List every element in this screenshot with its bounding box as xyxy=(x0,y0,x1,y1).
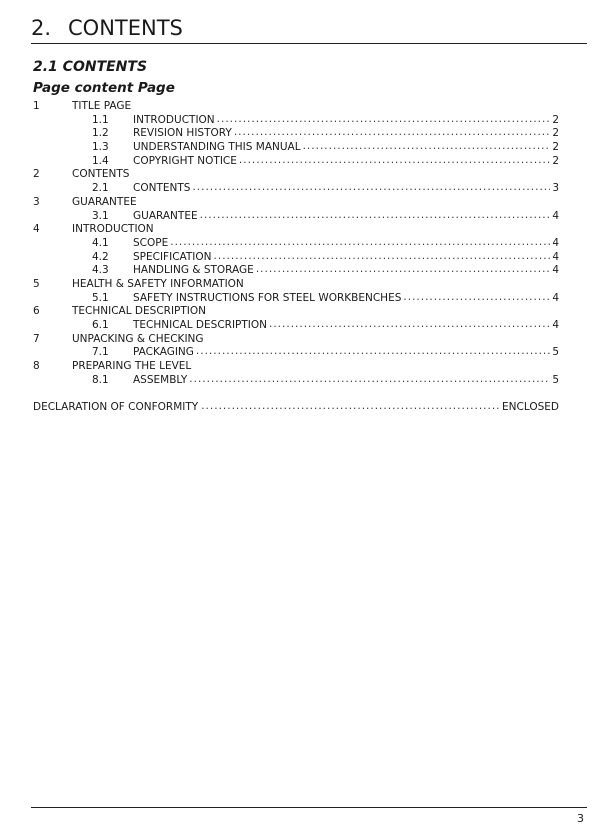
entry-page: 4 xyxy=(552,250,559,263)
dot-leader xyxy=(256,263,551,277)
entry-title: SPECIFICATION xyxy=(133,250,212,263)
entry-number: 1.4 xyxy=(92,154,109,167)
section-number: 2 xyxy=(33,168,40,181)
toc-entry[interactable] xyxy=(33,251,559,265)
entry-number: 4.1 xyxy=(92,236,109,249)
toc-entry[interactable] xyxy=(33,127,559,141)
entry-title: CONTENTS xyxy=(133,182,191,195)
dot-leader xyxy=(269,318,550,332)
dot-leader xyxy=(189,373,550,387)
toc-section[interactable] xyxy=(33,305,559,319)
entry-title: TECHNICAL DESCRIPTION xyxy=(133,319,267,331)
toc-entry[interactable] xyxy=(33,155,559,169)
declaration-title: DECLARATION OF CONFORMITY xyxy=(33,401,199,413)
entry-page: 2 xyxy=(552,154,559,167)
entry-number: 1.1 xyxy=(92,113,109,126)
dot-leader xyxy=(217,113,551,127)
entry-page: 2 xyxy=(552,113,559,126)
section-number: 5 xyxy=(33,277,40,290)
toc-entry[interactable] xyxy=(33,346,559,360)
dot-leader xyxy=(170,236,550,250)
table-of-contents xyxy=(33,100,559,387)
entry-number: 8.1 xyxy=(92,373,109,386)
dot-leader xyxy=(403,291,550,305)
toc-section[interactable] xyxy=(33,168,559,182)
entry-page: 4 xyxy=(552,291,559,304)
entry-title: GUARANTEE xyxy=(133,209,198,222)
dot-leader xyxy=(201,399,499,413)
toc-section[interactable] xyxy=(33,196,559,210)
entry-page: 5 xyxy=(552,346,559,359)
entry-number: 4.3 xyxy=(92,264,109,277)
dot-leader xyxy=(192,181,550,195)
entry-page: 4 xyxy=(552,319,559,331)
dot-leader xyxy=(196,345,550,359)
section-number: 1 xyxy=(33,100,40,112)
entry-title: REVISION HISTORY xyxy=(133,127,232,140)
section-number: 7 xyxy=(33,332,40,345)
entry-page: 3 xyxy=(552,182,559,195)
dot-leader xyxy=(234,126,551,140)
subsection-heading: 2.1 CONTENTS xyxy=(33,59,148,75)
toc-entry[interactable] xyxy=(33,292,559,306)
toc-section[interactable] xyxy=(33,333,559,347)
entry-title: PACKAGING xyxy=(133,346,194,359)
toc-entry[interactable] xyxy=(33,182,559,196)
entry-number: 7.1 xyxy=(92,346,109,359)
entry-number: 1.3 xyxy=(92,141,109,154)
toc-section[interactable] xyxy=(33,278,559,292)
dot-leader xyxy=(200,209,551,223)
section-title: CONTENTS xyxy=(72,168,130,181)
entry-page: 2 xyxy=(552,127,559,140)
section-number: 3 xyxy=(33,195,40,208)
column-heading: Page content Page xyxy=(33,80,175,96)
entry-page: 2 xyxy=(552,141,559,154)
page-number: 3 xyxy=(577,812,584,825)
entry-number: 4.2 xyxy=(92,250,109,263)
heading-number: 2. xyxy=(31,16,52,40)
entry-number: 6.1 xyxy=(92,319,109,331)
toc-entry[interactable] xyxy=(33,374,559,388)
dot-leader xyxy=(214,250,551,264)
section-title: HEALTH & SAFETY INFORMATION xyxy=(72,277,244,290)
entry-title: COPYRIGHT NOTICE xyxy=(133,154,237,167)
entry-number: 2.1 xyxy=(92,182,109,195)
declaration-page: ENCLOSED xyxy=(502,401,559,413)
entry-page: 4 xyxy=(552,264,559,277)
entry-title: INTRODUCTION xyxy=(133,113,215,126)
section-number: 8 xyxy=(33,360,40,373)
entry-title: SCOPE xyxy=(133,236,169,249)
toc-section[interactable] xyxy=(33,360,559,374)
heading-title: CONTENTS xyxy=(68,16,183,40)
declaration-line[interactable] xyxy=(33,400,559,414)
toc-entry[interactable] xyxy=(33,319,559,333)
section-title: TECHNICAL DESCRIPTION xyxy=(72,305,206,318)
section-title: PREPARING THE LEVEL xyxy=(72,360,192,373)
entry-number: 1.2 xyxy=(92,127,109,140)
toc-entry[interactable] xyxy=(33,141,559,155)
section-title: GUARANTEE xyxy=(72,195,137,208)
section-number: 6 xyxy=(33,305,40,318)
toc-entry[interactable] xyxy=(33,114,559,128)
toc-entry[interactable] xyxy=(33,237,559,251)
entry-title: ASSEMBLY xyxy=(133,373,188,386)
section-title: UNPACKING & CHECKING xyxy=(72,332,204,345)
page-heading xyxy=(31,14,587,44)
toc-entry[interactable] xyxy=(33,210,559,224)
toc-section[interactable] xyxy=(33,100,559,114)
entry-title: SAFETY INSTRUCTIONS FOR STEEL WORKBENCHES xyxy=(133,291,402,304)
entry-page: 5 xyxy=(552,373,559,386)
toc-entry[interactable] xyxy=(33,264,559,278)
entry-page: 4 xyxy=(552,209,559,222)
section-title: TITLE PAGE xyxy=(72,100,132,112)
toc-section[interactable] xyxy=(33,223,559,237)
dot-leader xyxy=(239,154,550,168)
dot-leader xyxy=(303,140,551,154)
entry-number: 5.1 xyxy=(92,291,109,304)
section-number: 4 xyxy=(33,223,40,236)
entry-page: 4 xyxy=(552,236,559,249)
footer-rule xyxy=(31,807,587,808)
entry-title: HANDLING & STORAGE xyxy=(133,264,254,277)
entry-number: 3.1 xyxy=(92,209,109,222)
section-title: INTRODUCTION xyxy=(72,223,154,236)
entry-title: UNDERSTANDING THIS MANUAL xyxy=(133,141,301,154)
